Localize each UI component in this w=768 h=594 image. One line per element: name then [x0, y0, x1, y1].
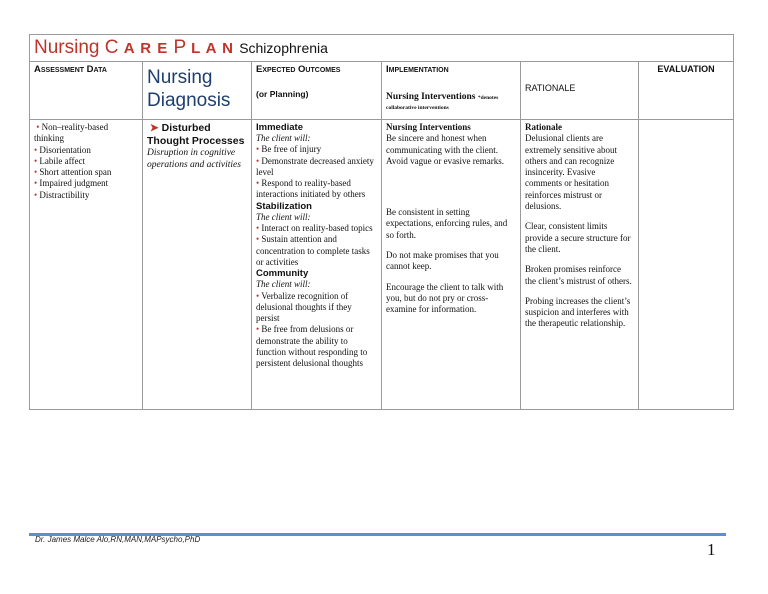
intervention-item: Be consistent in setting expectations, enforcing rules, and so forth.	[386, 207, 508, 240]
assessment-item-text: Distractibility	[39, 189, 90, 200]
evaluation-header-label: EVALUATION	[657, 64, 715, 74]
interventions-header-label: Nursing Interventions	[386, 92, 476, 102]
implementation-header	[382, 62, 521, 120]
rationale-title: Rationale	[525, 122, 562, 132]
assessment-item: • Labile affect	[34, 155, 85, 166]
outcome-item: • Be free of injury	[256, 144, 322, 155]
outcome-item-text: Sustain attention and concentration to complete tasks or activities	[256, 234, 370, 267]
outcomes-header	[252, 62, 382, 120]
diagnosis-header-label: Nursing Diagnosis	[147, 67, 231, 111]
diagnosis-title-text: Disturbed Thought Processes	[147, 122, 245, 147]
title-suffix: Schizophrenia	[239, 40, 328, 56]
assessment-header-label: Assessment Data	[34, 64, 107, 75]
outcome-item: • Be free from delusions or demonstrate the ability to function without responding to persistent delusional thoughts	[256, 324, 368, 369]
outcomes-subheader: (or Planning)	[256, 89, 309, 99]
outcome-item-text: Be free from delusions or demonstrate the ability to function without responding to persistent delusional thoughts	[256, 324, 368, 369]
outcomes-cell	[252, 120, 382, 410]
outcome-intro: The client will:	[256, 133, 311, 143]
page-title	[34, 37, 328, 58]
outcome-section-immediate: Immediate	[256, 122, 303, 133]
interventions-title: Nursing Interventions	[386, 122, 471, 132]
assessment-item: • Short attention span	[34, 167, 112, 178]
title-cell	[30, 35, 734, 62]
outcome-item: • Sustain attention and concentration to complete tasks or activities	[256, 234, 370, 267]
rationale-cell	[521, 120, 639, 410]
implementation-header-label: Implementation	[386, 64, 449, 75]
diagnosis-cell	[143, 120, 252, 410]
rationale-item: Broken promises reinforce the client’s mistrust of others.	[525, 264, 632, 286]
title-row	[30, 35, 734, 62]
title-part-lan: L A N	[191, 40, 234, 57]
footer-author: Dr. James Malce Alo,RN,MAN,MAPsycho,PhD	[35, 535, 201, 544]
assessment-cell	[30, 120, 143, 410]
title-part-care: A R E	[123, 40, 169, 57]
outcomes-header-label: Expected Outcomes	[256, 64, 341, 75]
interventions-note: *denotes collaborative interventions	[386, 95, 499, 111]
outcome-item-text: Be free of injury	[261, 144, 322, 155]
outcome-intro: The client will:	[256, 279, 311, 290]
intervention-item: Be sincere and honest when communicating with the client. Avoid vague or evasive remarks.	[386, 133, 505, 166]
content-row	[30, 120, 734, 410]
assessment-item: • Non–reality-based thinking	[34, 122, 109, 144]
evaluation-header	[639, 62, 734, 120]
rationale-item: Delusional clients are extremely sensitive about others and can recognize insincerity. Evasive comments or hesitation reinforces mistrust or delusions.	[525, 133, 617, 212]
assessment-item-text: Disorientation	[39, 144, 91, 155]
outcome-item-text: Interact on reality-based topics	[261, 223, 373, 234]
assessment-item-text: Impaired judgment	[39, 178, 109, 189]
outcome-item: • Demonstrate decreased anxiety level	[256, 155, 374, 177]
evaluation-cell	[639, 120, 734, 410]
outcome-section-stabilization: Stabilization	[256, 200, 312, 212]
assessment-item: • Disorientation	[34, 144, 91, 155]
assessment-item: • Impaired judgment	[34, 178, 109, 189]
outcome-item: • Verbalize recognition of delusional thoughts if they persist	[256, 290, 352, 324]
assessment-item-text: Labile affect	[39, 155, 85, 166]
interventions-header	[386, 92, 516, 112]
rationale-item: Clear, consistent limits provide a secure structure for the client.	[525, 221, 631, 254]
outcome-item: • Respond to reality-based interactions initiated by others	[256, 178, 366, 200]
assessment-item-text: Short attention span	[39, 167, 112, 178]
arrow-icon: ➤	[149, 122, 159, 134]
outcome-section-community: Community	[256, 268, 309, 280]
outcome-item-text: Respond to reality-based interactions initiated by others	[256, 178, 366, 200]
title-part-p: P	[173, 37, 186, 58]
assessment-item: • Distractibility	[34, 189, 90, 200]
assessment-header	[30, 62, 143, 120]
diagnosis-description: Disruption in cognitive operations and activities	[147, 148, 241, 170]
rationale-header	[521, 62, 639, 120]
intervention-item: Encourage the client to talk with you, but do not pry or cross-examine for information.	[386, 281, 504, 315]
outcome-intro: The client will:	[256, 211, 311, 222]
diagnosis-header	[143, 62, 252, 120]
header-row	[30, 62, 734, 120]
rationale-item: Probing increases the client’s suspicion and interferes with the therapeutic relationship.	[525, 295, 631, 329]
assessment-item-text: Non–reality-based thinking	[34, 122, 109, 144]
title-part-nursing: Nursing C	[34, 37, 119, 58]
outcome-item-text: Verbalize recognition of delusional thoughts if they persist	[256, 290, 352, 324]
care-plan-table	[29, 34, 734, 410]
outcome-item: • Interact on reality-based topics	[256, 223, 373, 234]
intervention-item: Do not make promises that you cannot keep.	[386, 250, 499, 272]
diagnosis-title	[147, 122, 247, 147]
page-number: 1	[707, 540, 716, 559]
rationale-header-label: RATIONALE	[525, 83, 576, 93]
interventions-cell	[382, 120, 521, 410]
outcome-item-text: Demonstrate decreased anxiety level	[256, 155, 374, 177]
